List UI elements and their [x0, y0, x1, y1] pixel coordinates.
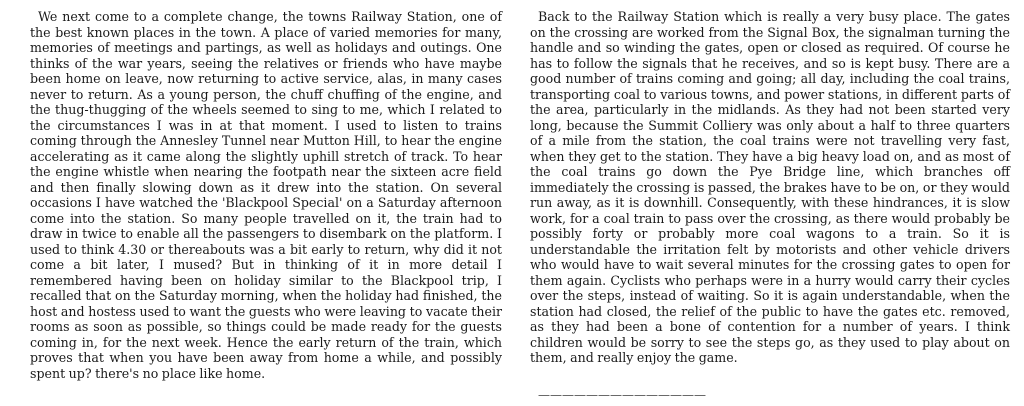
cut-off-text-line: ——————————————	[538, 388, 706, 402]
right-column-paragraph: Back to the Railway Station which is really a very busy place. The gates on the crossing are worked from the Signal Box, the signalman turning the handle and so winding the gates, open or closed as required. Of course he has to follow the signals that he receives, and so is kept busy. There are a good number of trains coming and going; all day, including the coal trains, transporting coal to various towns, and power stations, in different parts of the area, particularly in the midlands. As they had not been started very long, because the Summit Colliery was only about a half to three quarters of a mile from the station, the coal trains were not travelling very fast, when they get to the station. They have a big heavy load on, and as most of the coal trains go down the Pye Bridge line, which branches off immediately the crossing is passed, the brakes have to be on, or they would run away, as it is downhill. Consequently, with these hindrances, it is slow work, for a coal train to pass over the crossing, as there would probably be possibly forty or probably more coal wagons to a train. So it is understandable the irritation felt by motorists and other vehicle drivers who would have to wait several minutes for the crossing gates to open for them again. Cyclists who perhaps were in a hurry would carry their cycles over the steps, instead of waiting. So it is again understandable, when the station had closed, the relief of the public to have the gates etc. removed, as they had been a bone of contention for a number of years. I think children would be sorry to see the steps go, as they used to play about on them, and really enjoy the game.	[530, 9, 1010, 365]
left-column-paragraph: We next come to a complete change, the towns Railway Station, one of the best known places in the town. A place of varied memories for many, memories of meetings and partings, as well as holidays and outings. One thinks of the war years, seeing the relatives or friends who have maybe been home on leave, now returning to active service, alas, in many cases never to return. As a young person, the chuff chuffing of the engine, and the thug-thugging of the wheels seemed to sing to me, which I related to the circumstances I was in at that moment. I used to listen to trains coming through the Annesley Tunnel near Mutton Hill, to hear the engine accelerating as it came along the slightly uphill stretch of track. To hear the engine whistle when nearing the footpath near the sixteen acre field and then finally slowing down as it drew into the station. On several occasions I have watched the 'Blackpool Special' on a Saturday afternoon come into the station. So many people travelled on it, the train had to draw in twice to enable all the passengers to disembark on the platform. I used to think 4.30 or thereabouts was a bit early to return, why did it not come a bit later, I mused? But in thinking of it in more detail I remembered having been on holiday similar to the Blackpool trip, I recalled that on the Saturday morning, when the holiday had finished, the host and hostess used to want the guests who were leaving to vacate their rooms as soon as possible, so things could be made ready for the guests coming in, for the next week. Hence the early return of the train, which proves that when you have been away from home a while, and possibly spent up? there's no place like home.	[30, 9, 502, 381]
